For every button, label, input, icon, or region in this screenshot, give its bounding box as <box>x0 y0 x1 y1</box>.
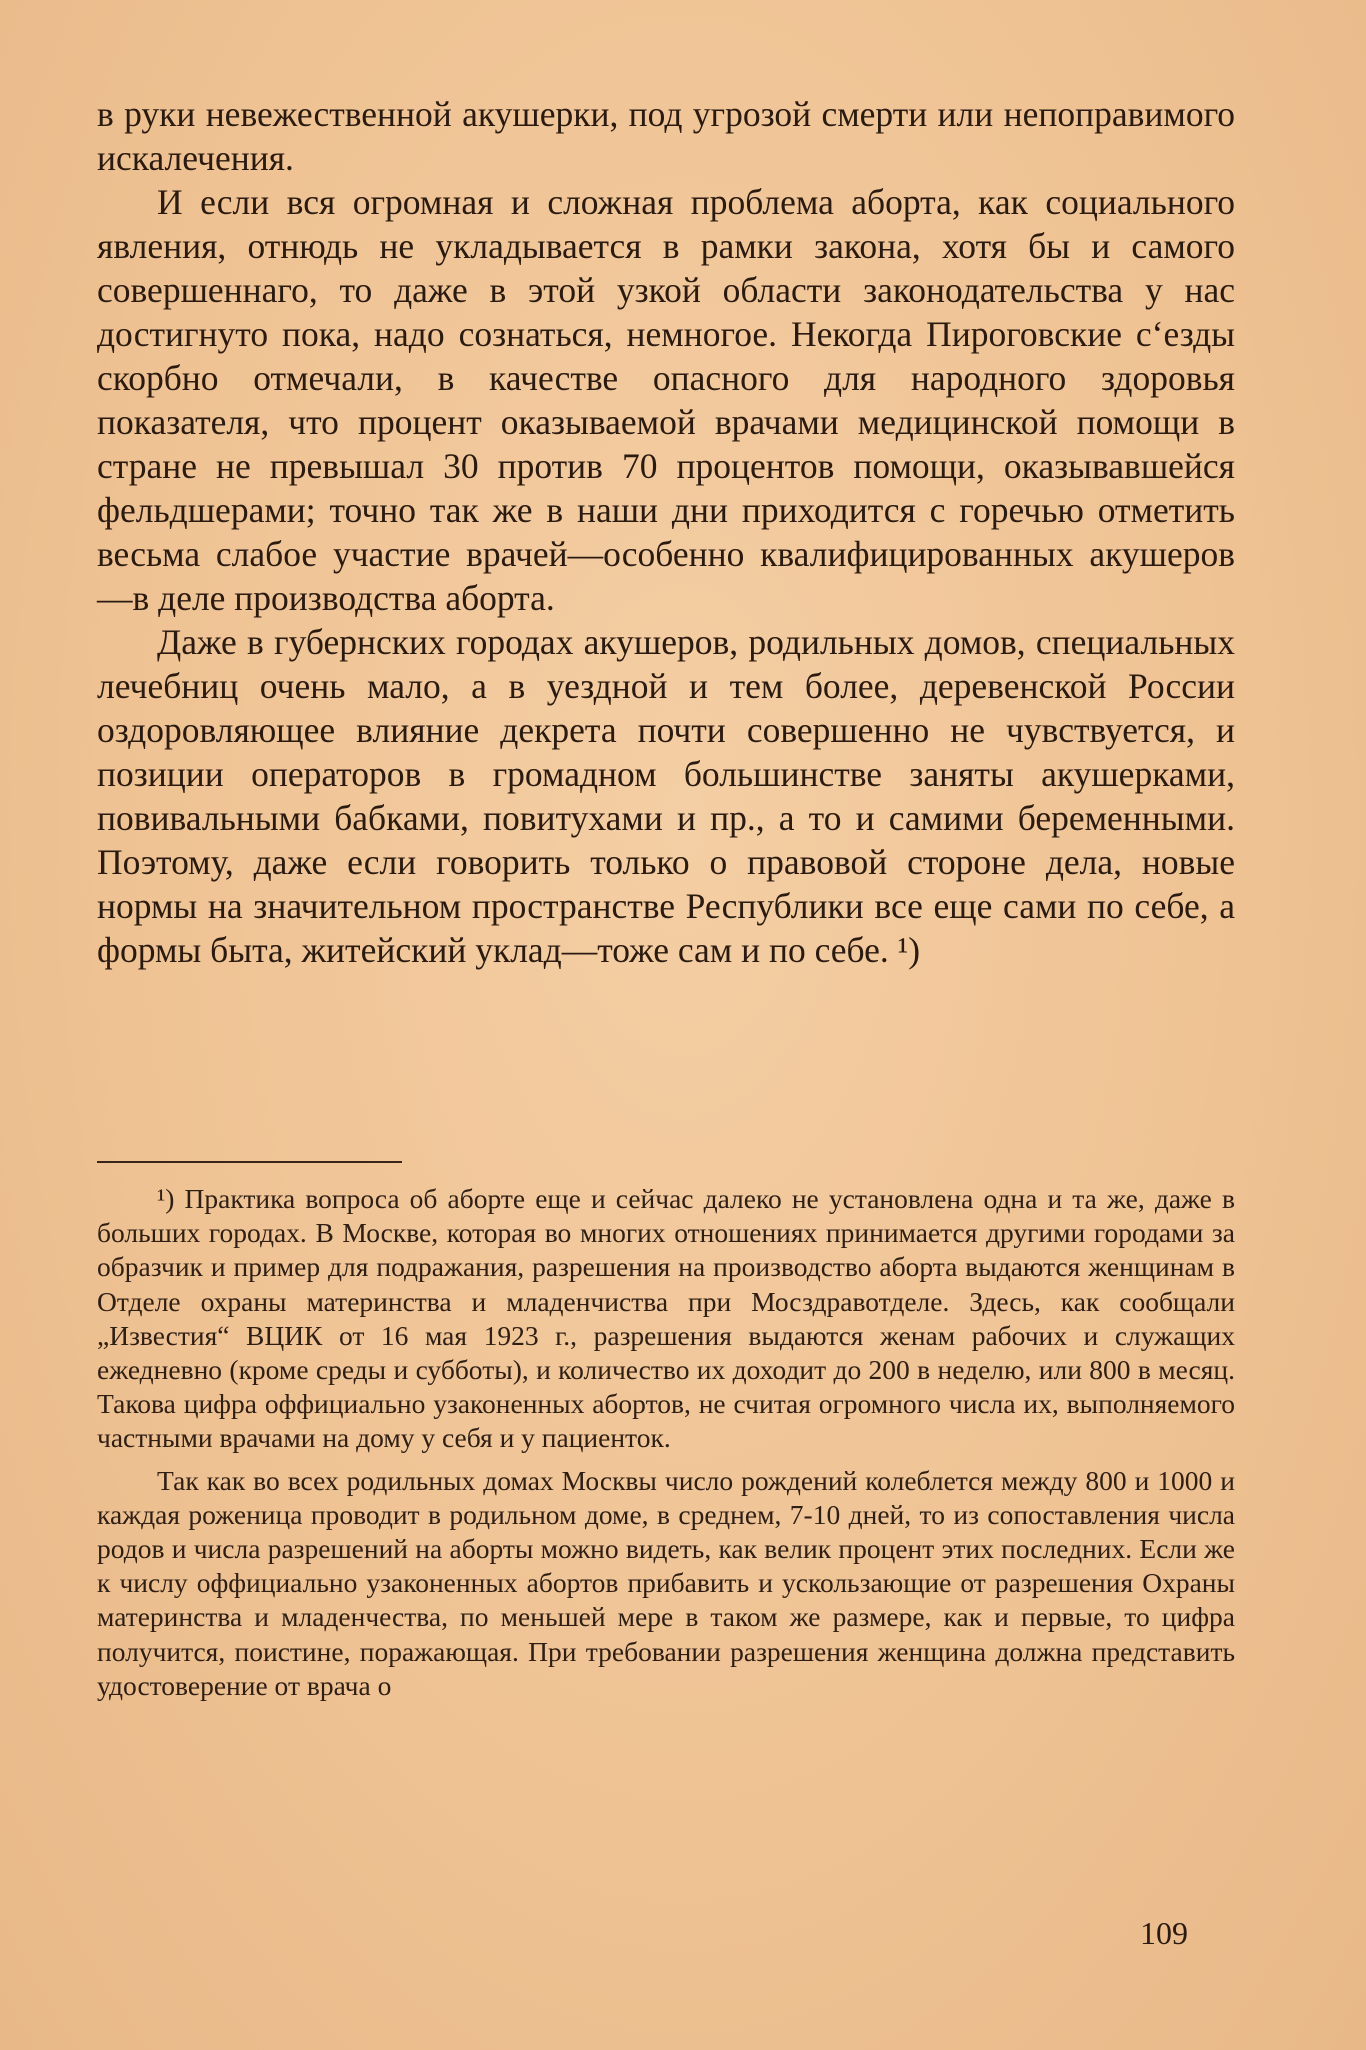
footnote-paragraph-1: ¹) Практика вопроса об аборте еще и сейчас далеко не установлена одна и та же, даже в больших городах. В Москве, которая во многих отношениях принимается другими городами за образчик и пример для подражания, разрешения на производство аборта выдаются женщинам в Отделе охраны материнства и младенчиства при Мосздравотделе. Здесь, как сообщали „Известия“ ВЦИК от 16 мая 1923 г., разрешения выдаются женам рабочих и служащих ежедневно (кроме среды и субботы), и количество их доходит до 200 в неделю, или 800 в месяц. Такова цифра оффициально узаконенных абортов, не считая огромного числа их, выполняемого частными врачами на дому у себя и у пациенток. <box>97 1183 1235 1454</box>
footnote-separator <box>97 1161 402 1163</box>
footnote-paragraph-2: Так как во всех родильных домах Москвы число рождений колеблется между 800 и 1000 и каждая роженица проводит в родильном доме, в среднем, 7-10 дней, то из сопоставления числа родов и числа разрешений на аборты можно видеть, как велик процент этих последних. Если же к числу оффициально узаконенных абортов прибавить и ускользающие от разрешения Охраны материнства и младенчества, по меньшей мере в таком же размере, как и первые, то цифра получится, поистине, поражающая. При требовании разрешения женщина должна представить удостоверение от врача о <box>97 1464 1235 1701</box>
main-paragraph-3: Даже в губернских городах акушеров, родильных домов, специальных лечебниц очень мало, а в уездной и тем более, деревенской России оздоровляющее влияние декрета почти совершенно не чувствуется, и позиции операторов в громадном большинстве заняты акушерками, повивальными бабками, повитухами и пр., а то и самими беременными. Поэтому, даже если говорить только о правовой стороне дела, новые нормы на значительном пространстве Республики все еще сами по себе, а формы быта, житейский уклад—тоже сам и по себе. ¹) <box>97 622 1235 970</box>
footnotes <box>97 1182 1235 1711</box>
page-number: 109 <box>1140 1915 1188 1951</box>
main-paragraph-1: в руки невежественной акушерки, под угрозой смерти или непоправимого искалечения. <box>97 94 1235 178</box>
main-text <box>97 92 1235 972</box>
main-paragraph-2: И если вся огромная и сложная проблема аборта, как социального явления, отнюдь не укладывается в рамки закона, хотя бы и самого совершеннаго, то даже в этой узкой области законодательства у нас достигнуто пока, надо сознаться, немногое. Некогда Пироговские с‘езды скорбно отмечали, в качестве опасного для народного здоровья показателя, что процент оказываемой врачами медицинской помощи в стране не превышал 30 против 70 процентов помощи, оказывавшейся фельдшерами; точно так же в наши дни приходится с горечью отметить весьма слабое участие врачей—особенно квалифицированных акушеров—в деле производства аборта. <box>97 182 1235 618</box>
